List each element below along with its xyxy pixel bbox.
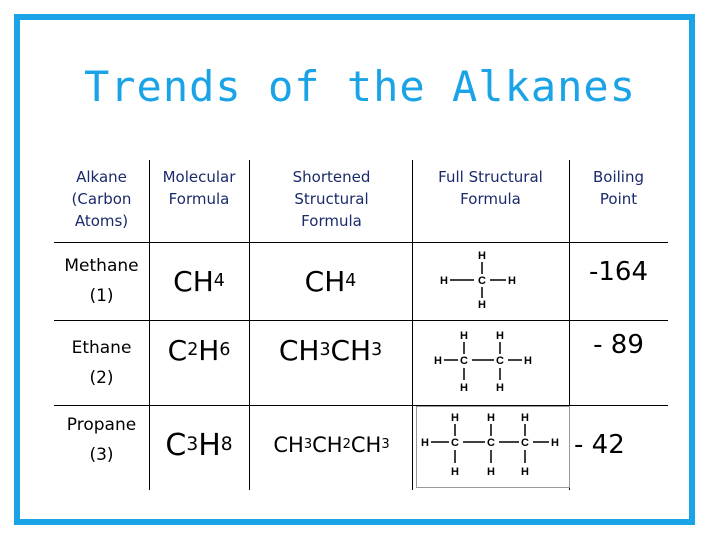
row-propane-name xyxy=(54,405,149,475)
svg-text:H: H xyxy=(487,466,495,478)
svg-text:H: H xyxy=(524,355,532,367)
svg-text:H: H xyxy=(421,437,429,449)
svg-text:C: C xyxy=(478,275,486,287)
boiling-point-propane: - 42 xyxy=(574,430,625,460)
molecular-formula-propane: C 3 H 8 xyxy=(165,427,233,463)
header-molecular-formula: Molecular Formula xyxy=(162,168,236,208)
alkane-name: Propane xyxy=(66,415,137,435)
svg-text:H: H xyxy=(451,466,459,478)
full-structure-propane xyxy=(416,406,570,488)
svg-text:H: H xyxy=(487,412,495,424)
slide-title: Trends of the Alkanes xyxy=(83,62,636,111)
svg-text:H: H xyxy=(478,299,486,311)
svg-text:H: H xyxy=(521,466,529,478)
svg-text:H: H xyxy=(451,412,459,424)
header-full-formula: Full Structural Formula xyxy=(438,168,543,208)
carbon-count: (3) xyxy=(89,445,114,465)
boiling-point-ethane: - 89 xyxy=(593,330,644,360)
header-shortened-formula: Shortened Structural Formula xyxy=(292,168,371,230)
alkanes-table xyxy=(54,160,668,490)
svg-text:C: C xyxy=(460,355,468,367)
svg-text:C: C xyxy=(451,437,459,449)
shortened-formula-ethane: CH 3 CH 3 xyxy=(278,333,383,367)
svg-text:H: H xyxy=(478,250,486,262)
molecular-formula-methane: CH 4 xyxy=(173,264,225,298)
header-alkane: Alkane (Carbon Atoms) xyxy=(71,168,132,230)
carbon-count: (2) xyxy=(89,367,114,388)
svg-text:H: H xyxy=(460,382,468,394)
alkane-name: Ethane xyxy=(71,337,132,358)
svg-text:H: H xyxy=(496,382,504,394)
svg-text:H: H xyxy=(508,275,516,287)
svg-text:H: H xyxy=(440,275,448,287)
svg-text:H: H xyxy=(551,437,559,449)
alkane-name: Methane xyxy=(64,256,139,276)
shortened-formula-methane: CH 4 xyxy=(304,264,357,298)
svg-text:H: H xyxy=(434,355,442,367)
carbon-count: (1) xyxy=(89,286,114,306)
full-structure-ethane xyxy=(426,328,556,396)
full-structure-methane xyxy=(436,248,536,312)
shortened-formula-propane: CH 3 CH 2 CH 3 xyxy=(273,433,390,457)
svg-text:H: H xyxy=(521,412,529,424)
row-methane-name xyxy=(54,242,149,320)
boiling-point-methane: -164 xyxy=(588,257,648,287)
header-boiling-point: Boiling Point xyxy=(593,168,644,208)
molecular-formula-ethane: C 2 H 6 xyxy=(167,333,231,367)
svg-text:C: C xyxy=(521,437,529,449)
row-ethane-name xyxy=(54,320,149,405)
svg-text:H: H xyxy=(496,330,504,342)
svg-text:C: C xyxy=(487,437,495,449)
svg-text:C: C xyxy=(496,355,504,367)
svg-text:H: H xyxy=(460,330,468,342)
